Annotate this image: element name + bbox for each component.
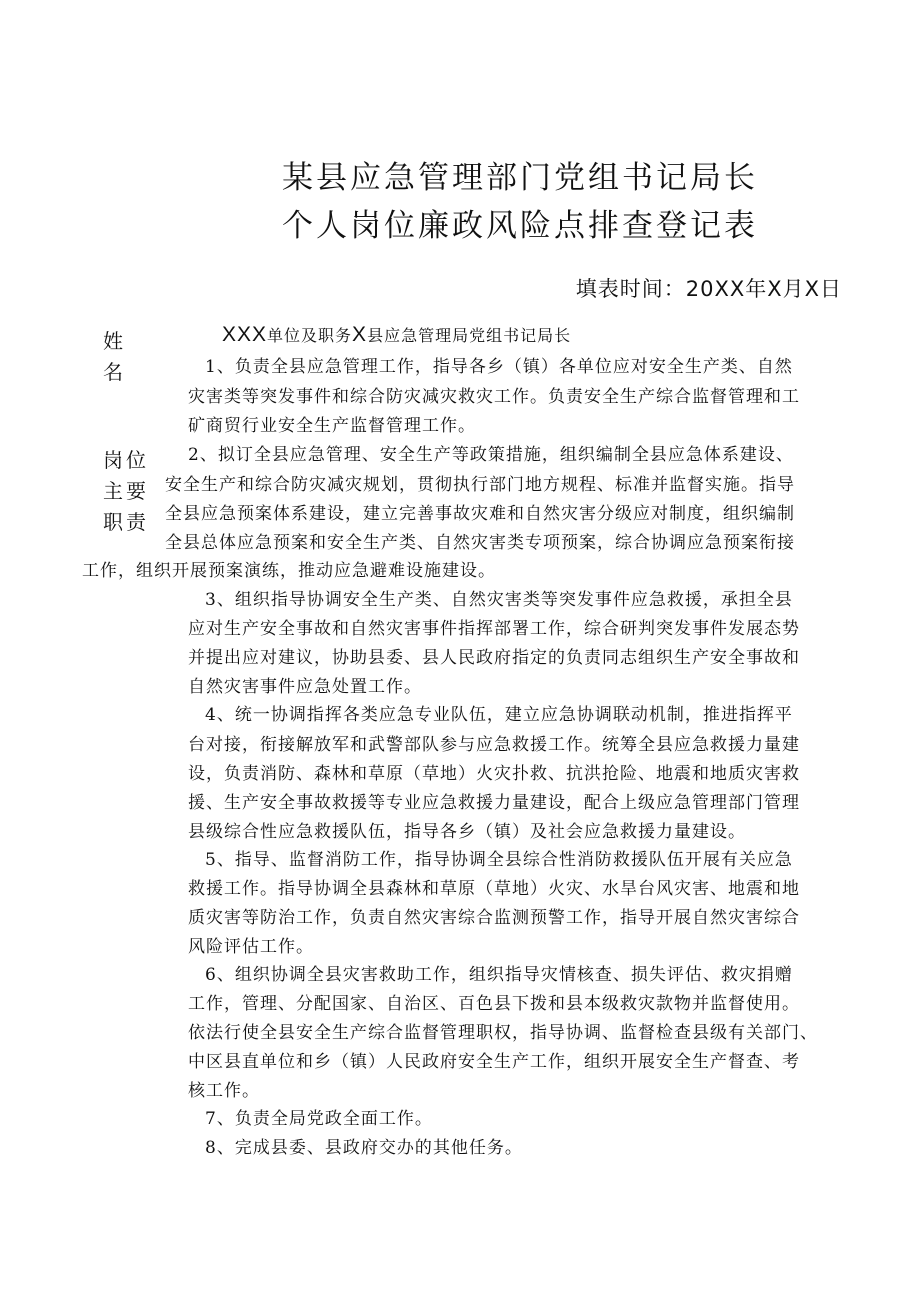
- duty-line: 并提出应对建议，协助县委、县人民政府指定的负责同志组织生产安全事故和: [188, 648, 800, 668]
- duty-line: 工作，组织开展预案演练，推动应急避难设施建设。: [82, 561, 496, 581]
- duty-label-2: 主要: [103, 479, 149, 503]
- duty-line: 8、完成县委、县政府交办的其他任务。: [205, 1138, 523, 1158]
- unit-x: X: [352, 323, 368, 346]
- document-title-line-1: 某县应急管理部门党组书记局长: [282, 160, 758, 196]
- unit-label: 单位及职务: [267, 326, 353, 345]
- name-row: [222, 323, 571, 347]
- duty-line: 质灾害等防治工作，负责自然灾害综合监测预警工作，指导开展自然灾害综合: [188, 908, 800, 928]
- duty-line: 灾害类等突发事件和综合防灾减灾救灾工作。负责安全生产综合监督管理和工: [188, 387, 800, 407]
- duty-line: 台对接，衔接解放军和武警部队参与应急救援工作。统筹全县应急救援力量建: [188, 735, 800, 755]
- duty-line: 工作，管理、分配国家、自治区、百色县下拨和县本级救灾款物并监督使用。: [188, 994, 800, 1014]
- duty-line: 7、负责全局党政全面工作。: [205, 1109, 433, 1129]
- duty-line: 全县应急预案体系建设，建立完善事故灾难和自然灾害分级应对制度，组织编制: [165, 504, 795, 524]
- duty-line: 自然灾害事件应急处置工作。: [188, 677, 422, 697]
- duty-label-3: 职责: [103, 510, 149, 534]
- duty-line: 全县总体应急预案和安全生产类、自然灾害类专项预案，综合协调应急预案衔接: [165, 533, 795, 553]
- duty-line: 中区县直单位和乡（镇）人民政府安全生产工作，组织开展安全生产督查、考: [188, 1052, 800, 1072]
- duty-line: 矿商贸行业安全生产监督管理工作。: [188, 416, 476, 436]
- fill-time: 填表时间：20XX年X月X日: [575, 277, 842, 301]
- duty-line: 4、统一协调指挥各类应急专业队伍，建立应急协调联动机制，推进指挥平: [205, 705, 793, 725]
- duty-line: 核工作。: [188, 1081, 260, 1101]
- position-title: 县应急管理局党组书记局长: [367, 326, 572, 345]
- duty-line: 救援工作。指导协调全县森林和草原（草地）火灾、水旱台风灾害、地震和地: [188, 879, 800, 899]
- duty-line: 援、生产安全事故救援等专业应急救援力量建设，配合上级应急管理部门管理: [188, 793, 800, 813]
- duty-line: 风险评估工作。: [188, 937, 314, 957]
- duty-line: 应对生产安全事故和自然灾害事件指挥部署工作，综合研判突发事件发展态势: [188, 619, 800, 639]
- document-title-line-2: 个人岗位廉政风险点排查登记表: [282, 208, 758, 244]
- duty-line: 依法行使全县安全生产综合监督管理职权，指导协调、监督检查县级有关部门、: [188, 1023, 818, 1043]
- duty-line: 3、组织指导协调安全生产类、自然灾害类等突发事件应急救援，承担全县: [205, 590, 793, 610]
- duty-line: 安全生产和综合防灾减灾规划，贯彻执行部门地方规程、标准并监督实施。指导: [165, 475, 795, 495]
- person-name: XXX: [222, 323, 268, 346]
- name-label-1: 姓: [103, 329, 126, 353]
- name-label-2: 名: [103, 360, 126, 384]
- duty-line: 2、拟订全县应急管理、安全生产等政策措施，组织编制全县应急体系建设、: [188, 445, 794, 465]
- duty-line: 6、组织协调全县灾害救助工作，组织指导灾情核查、损失评估、救灾捐赠: [205, 965, 793, 985]
- duty-label-1: 岗位: [103, 448, 149, 472]
- duty-line: 5、指导、监督消防工作，指导协调全县综合性消防救援队伍开展有关应急: [205, 850, 793, 870]
- duty-line: 设，负责消防、森林和草原（草地）火灾扑救、抗洪抢险、地震和地质灾害救: [188, 764, 800, 784]
- duty-line: 1、负责全县应急管理工作，指导各乡（镇）各单位应对安全生产类、自然: [205, 357, 793, 377]
- duty-line: 县级综合性应急救援队伍，指导各乡（镇）及社会应急救援力量建设。: [188, 822, 746, 842]
